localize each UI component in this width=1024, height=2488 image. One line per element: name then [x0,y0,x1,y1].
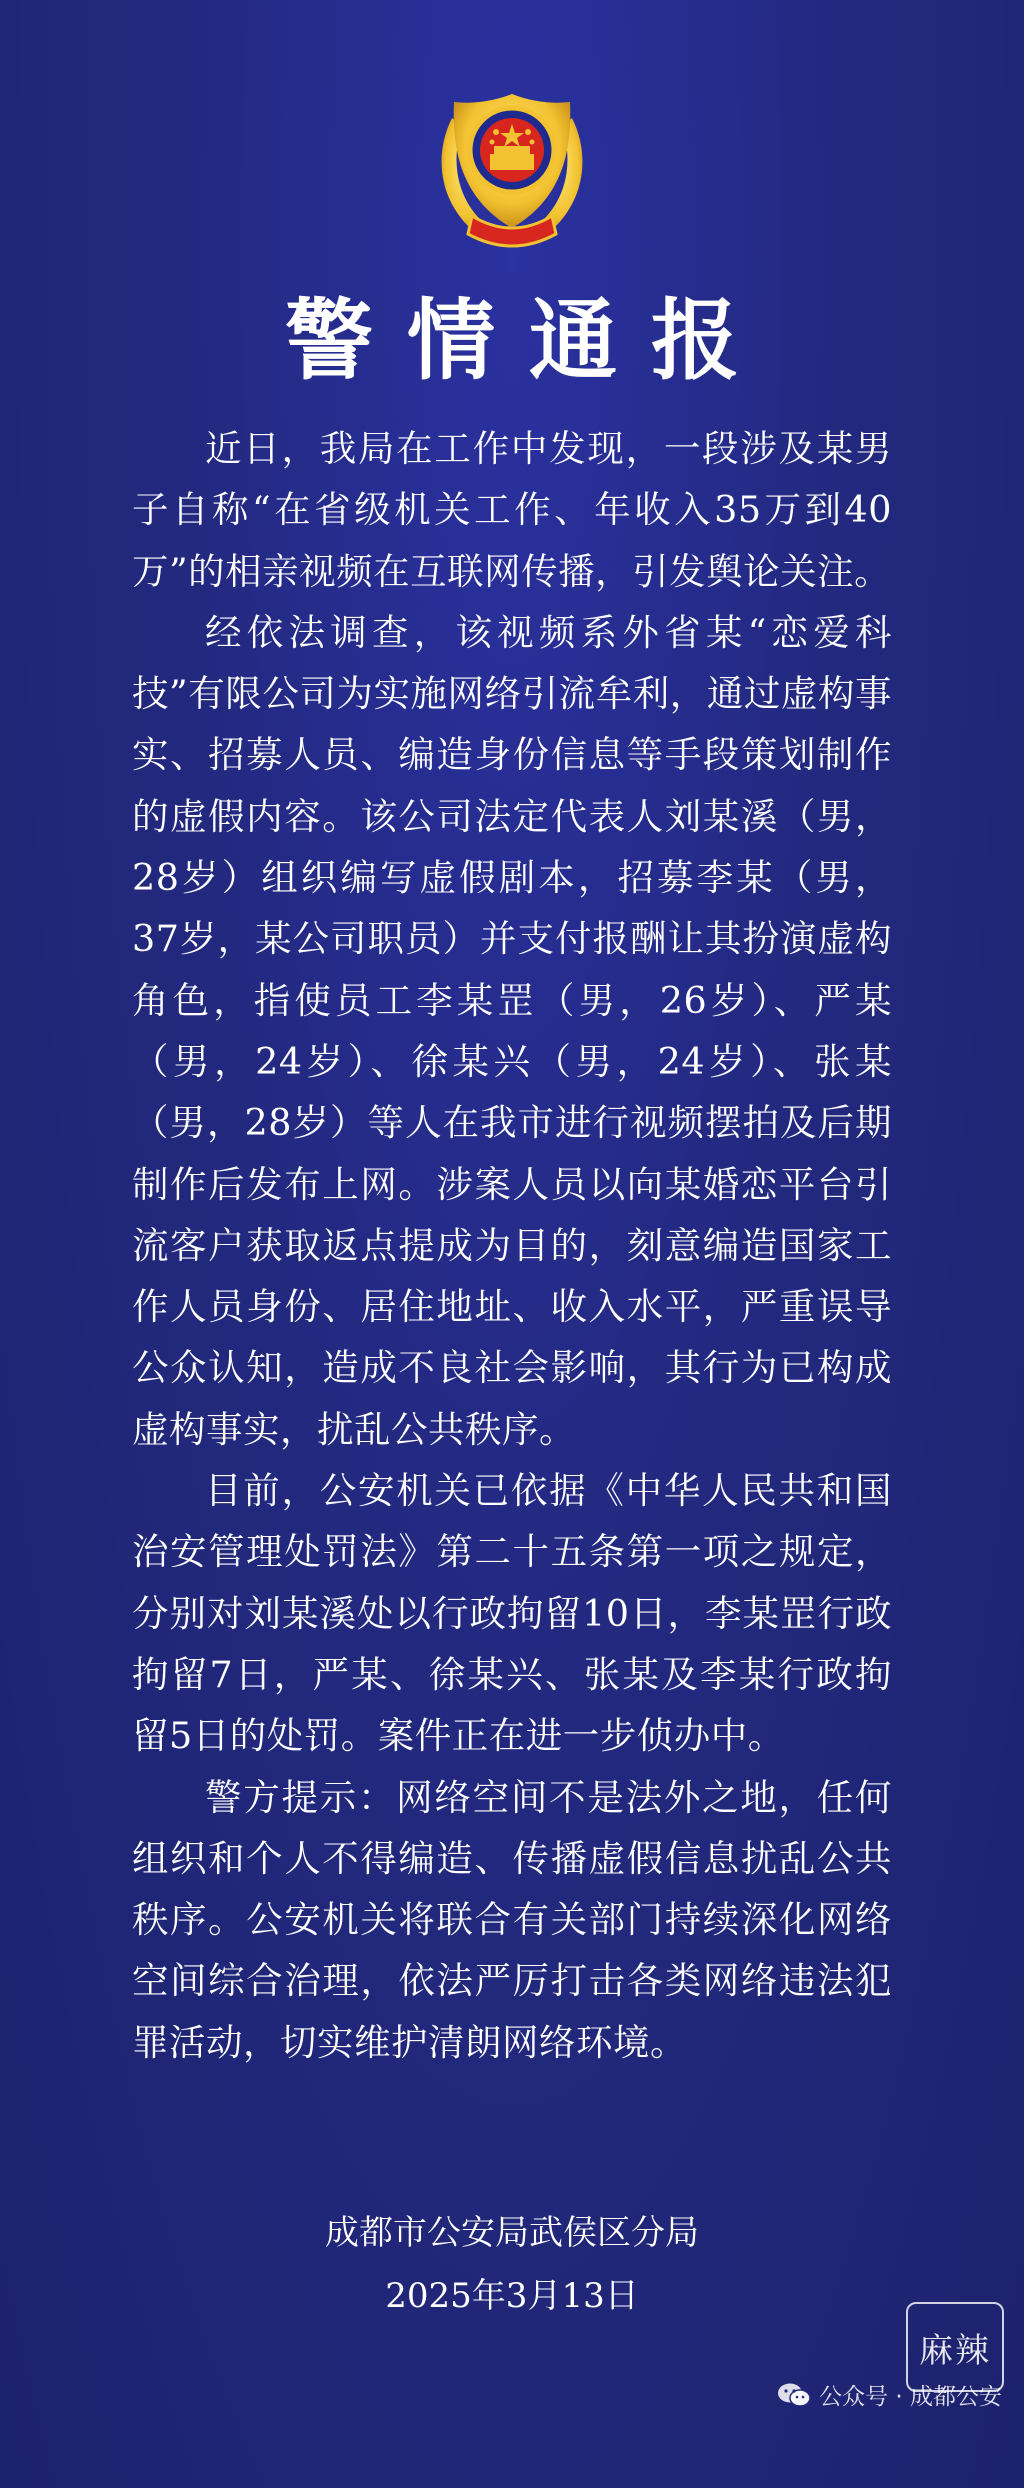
watermark-text: 公众号 · 成都公安 [819,2384,1002,2410]
watermark [777,2378,1002,2411]
issue-date: 2025年3月13日 [385,2276,639,2316]
police-emblem-icon [432,88,592,260]
issuing-organization: 成都市公安局武侯区分局 [325,2213,699,2253]
paragraph-1: 近日，我局在工作中发现，一段涉及某男子自称“在省级机关工作、年收入35万到40万”的相亲视频在互联网传播，引发舆论关注。 [132,427,892,593]
paragraph-4: 警方提示：网络空间不是法外之地，任何组织和个人不得编造、传播虚假信息扰乱公共秩序。公安机关将联合有关部门持续深化网络空间综合治理，依法严厉打击各类网络违法犯罪活动，切实维护清朗网络环境。 [132,1775,892,2064]
paragraph-3: 目前，公安机关已依据《中华人民共和国治安管理处罚法》第二十五条第一项之规定，分别对刘某溪处以行政拘留10日，李某罡行政拘留7日，严某、徐某兴、张某及李某行政拘留5日的处罚。案件正在进一步侦办中。 [132,1469,892,1758]
watermark-stamp: 麻辣 [906,2302,1004,2392]
paragraph-2: 经依法调查，该视频系外省某“恋爱科技”有限公司为实施网络引流牟利，通过虚构事实、招募人员、编造身份信息等手段策划制作的虚假内容。该公司法定代表人刘某溪（男，28岁）组织编写虚假剧本，招募李某（男，37岁，某公司职员）并支付报酬让其扮演虚构角色，指使员工李某罡（男，26岁）、严某（男，24岁）、徐某兴（男，24岁）、张某（男，28岁）等人在我市进行视频摆拍及后期制作后发布上网。涉案人员以向某婚恋平台引流客户获取返点提成为目的，刻意编造国家工作人员身份、居住地址、收入水平，严重误导公众认知，造成不良社会影响，其行为已构成虚构事实，扰乱公共秩序。 [132,610,892,1451]
notice-body [132,418,892,2073]
page-title: 警情通报 [284,288,773,392]
wechat-icon [777,2382,811,2408]
